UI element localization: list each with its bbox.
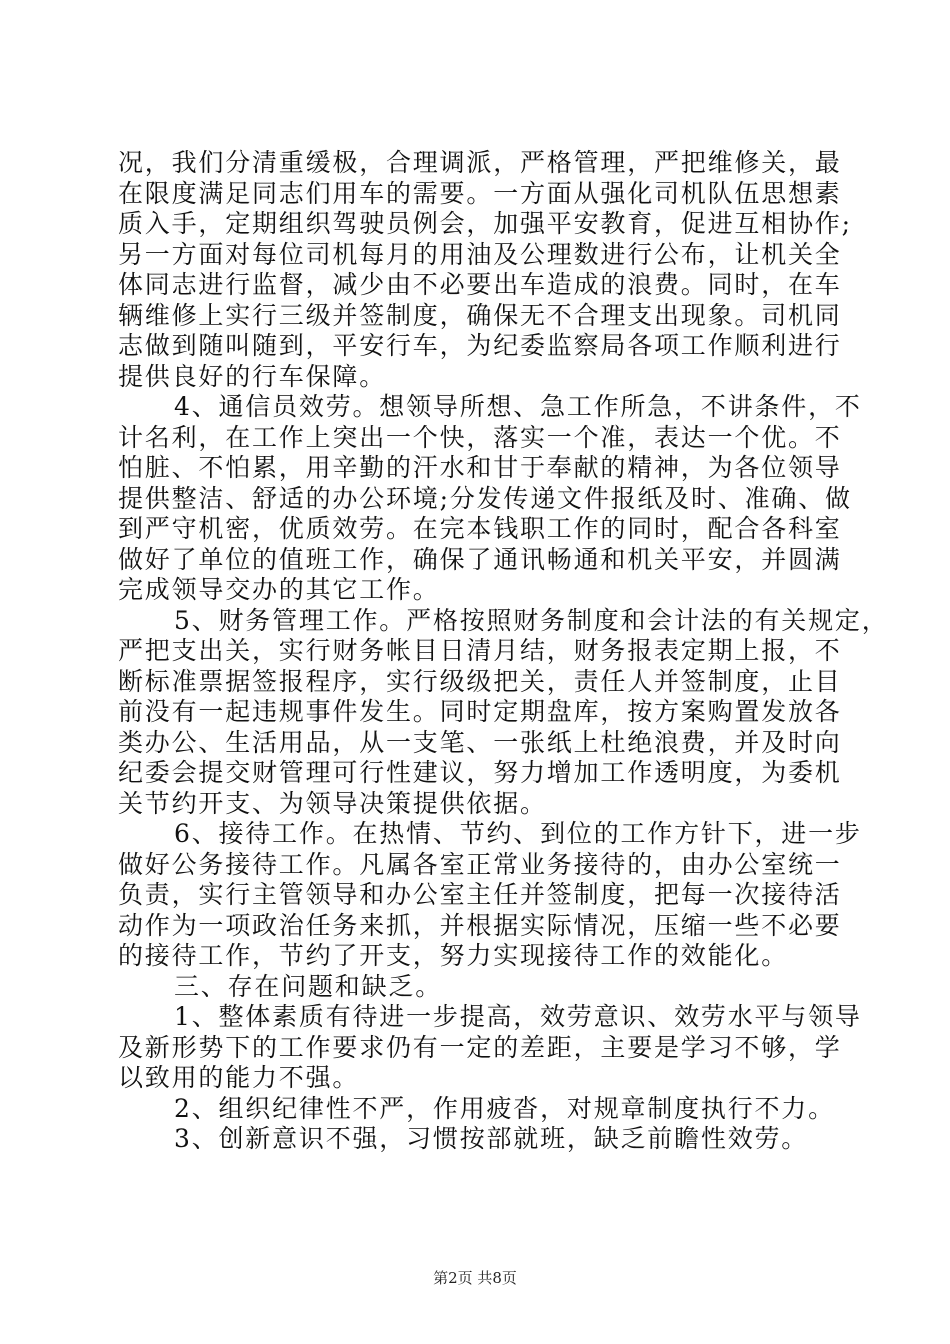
- text-line: 关节约开支、为领导决策提供依据。: [118, 788, 547, 818]
- text-line: 完成领导交办的其它工作。: [118, 575, 440, 604]
- text-line: 严把支出关，实行财务帐目日清月结，财务报表定期上报，不: [118, 636, 842, 665]
- text-line: 3、创新意识不强，习惯按部就班，缺乏前瞻性效劳。: [174, 1124, 809, 1153]
- text-line: 做好公务接待工作。凡属各室正常业务接待的，由办公室统一: [118, 849, 842, 879]
- text-line: 纪委会提交财管理可行性建议，努力增加工作透明度，为委机: [118, 758, 842, 787]
- text-line: 以致用的能力不强。: [118, 1063, 360, 1092]
- text-line: 另一方面对每位司机每月的用油及公理数进行公布，让机关全: [118, 239, 842, 269]
- page-footer: 第2页 共8页: [433, 1269, 517, 1287]
- text-line: 及新形势下的工作要求仍有一定的差距，主要是学习不够，学: [118, 1032, 842, 1062]
- text-line: 1、整体素质有待进一步提高，效劳意识、效劳水平与领导: [174, 1002, 862, 1031]
- text-line: 前没有一起违规事件发生。同时定期盘库，按方案购置发放各: [118, 697, 842, 726]
- text-line: 提供整洁、舒适的办公环境;分发传递文件报纸及时、准确、做: [118, 483, 852, 513]
- text-line: 计名利，在工作上突出一个快，落实一个准，表达一个优。不: [118, 422, 842, 452]
- text-line: 负责，实行主管领导和办公室主任并签制度，把每一次接待活: [118, 880, 842, 909]
- text-line: 2、组织纪律性不严，作用疲沓，对规章制度执行不力。: [174, 1093, 835, 1123]
- text-line: 动作为一项政治任务来抓，并根据实际情况，压缩一些不必要: [118, 910, 842, 940]
- text-line: 断标准票据签报程序，实行级级把关，责任人并签制度，止目: [118, 666, 842, 696]
- text-line: 志做到随叫随到，平安行车，为纪委监察局各项工作顺利进行: [118, 331, 842, 360]
- text-line: 类办公、生活用品，从一支笔、一张纸上杜绝浪费，并及时向: [118, 727, 842, 757]
- text-line: 5、财务管理工作。严格按照财务制度和会计法的有关规定，: [174, 605, 889, 635]
- text-line: 在限度满足同志们用车的需要。一方面从强化司机队伍思想素: [118, 178, 842, 208]
- text-line: 质入手，定期组织驾驶员例会，加强平安教育，促进互相协作;: [118, 209, 852, 238]
- text-line: 怕脏、不怕累，用辛勤的汗水和甘于奉献的精神，为各位领导: [118, 453, 842, 482]
- document-body: [118, 148, 889, 1155]
- text-line: 辆维修上实行三级并签制度，确保无不合理支出现象。司机同: [118, 300, 842, 330]
- text-line: 做好了单位的值班工作，确保了通讯畅通和机关平安，并圆满: [118, 544, 842, 574]
- text-line: 4、通信员效劳。想领导所想、急工作所急，不讲条件，不: [174, 392, 862, 421]
- text-line: 提供良好的行车保障。: [118, 361, 387, 391]
- text-line: 体同志进行监督，减少由不必要出车造成的浪费。同时，在车: [118, 270, 842, 299]
- text-line: 6、接待工作。在热情、节约、到位的工作方针下，进一步: [174, 819, 862, 848]
- text-line: 的接待工作，节约了开支，努力实现接待工作的效能化。: [118, 941, 789, 970]
- text-line: 三、存在问题和缺乏。: [174, 971, 443, 1001]
- text-line: 到严守机密，优质效劳。在完本钱职工作的同时，配合各科室: [118, 514, 842, 543]
- text-line: 况，我们分清重缓极，合理调派，严格管理，严把维修关，最: [118, 148, 842, 177]
